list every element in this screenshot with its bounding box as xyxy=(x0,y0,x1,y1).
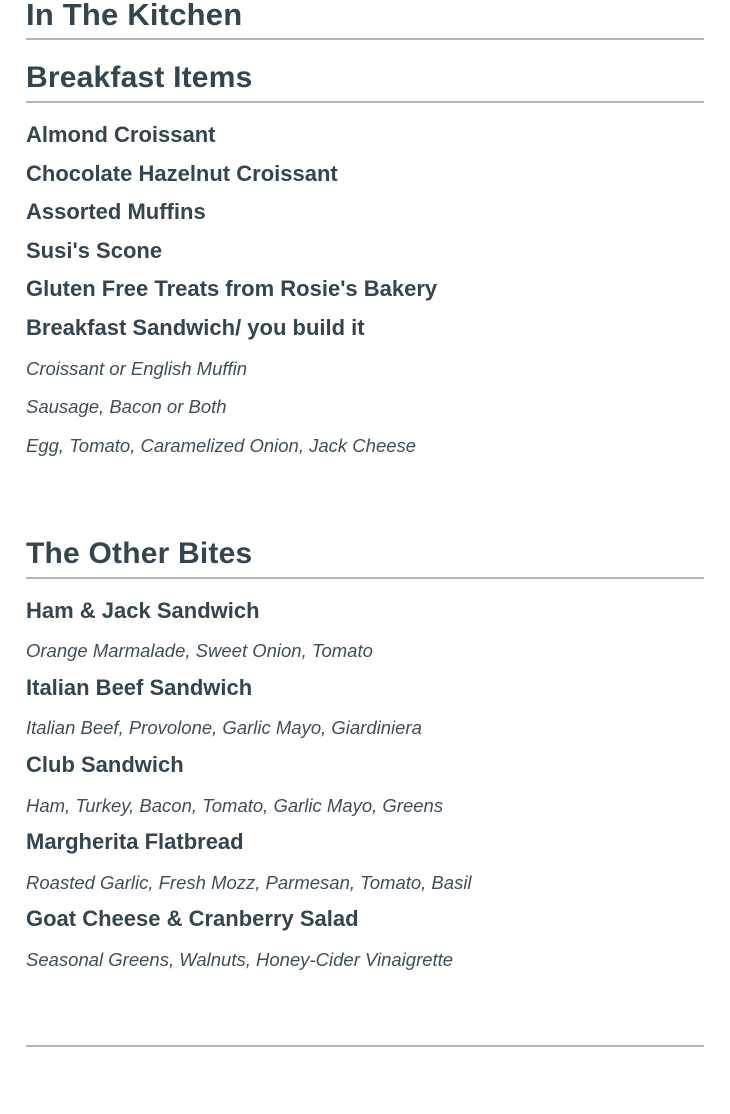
other-bites-heading: The Other Bites xyxy=(26,537,253,570)
breakfast-item: Gluten Free Treats from Rosie's Bakery xyxy=(26,276,438,301)
page-title: In The Kitchen xyxy=(26,0,243,32)
breakfast-divider xyxy=(26,101,704,103)
menu-item-name: Club Sandwich xyxy=(26,752,184,777)
breakfast-item: Breakfast Sandwich/ you build it xyxy=(26,315,365,340)
breakfast-item: Almond Croissant xyxy=(26,122,216,147)
other-bites-divider xyxy=(26,577,704,579)
menu-item-description: Seasonal Greens, Walnuts, Honey-Cider Vinaigrette xyxy=(26,949,454,970)
menu-item-name: Goat Cheese & Cranberry Salad xyxy=(26,906,359,931)
breakfast-heading: Breakfast Items xyxy=(26,61,253,94)
bottom-divider xyxy=(26,1045,704,1047)
breakfast-item: Susi's Scone xyxy=(26,238,163,263)
menu-item-name: Margherita Flatbread xyxy=(26,829,244,854)
breakfast-item: Assorted Muffins xyxy=(26,199,206,224)
menu-item-name: Italian Beef Sandwich xyxy=(26,675,253,700)
breakfast-item: Chocolate Hazelnut Croissant xyxy=(26,161,338,186)
breakfast-option: Croissant or English Muffin xyxy=(26,358,248,379)
menu-item-name: Ham & Jack Sandwich xyxy=(26,598,260,623)
menu-item-description: Ham, Turkey, Bacon, Tomato, Garlic Mayo, Greens xyxy=(26,795,444,816)
menu-item-description: Italian Beef, Provolone, Garlic Mayo, Giardiniera xyxy=(26,717,422,738)
title-divider xyxy=(26,38,704,40)
breakfast-option: Sausage, Bacon or Both xyxy=(26,396,227,417)
breakfast-option: Egg, Tomato, Caramelized Onion, Jack Cheese xyxy=(26,435,417,456)
menu-item-description: Roasted Garlic, Fresh Mozz, Parmesan, Tomato, Basil xyxy=(26,872,472,893)
menu-item-description: Orange Marmalade, Sweet Onion, Tomato xyxy=(26,640,373,661)
